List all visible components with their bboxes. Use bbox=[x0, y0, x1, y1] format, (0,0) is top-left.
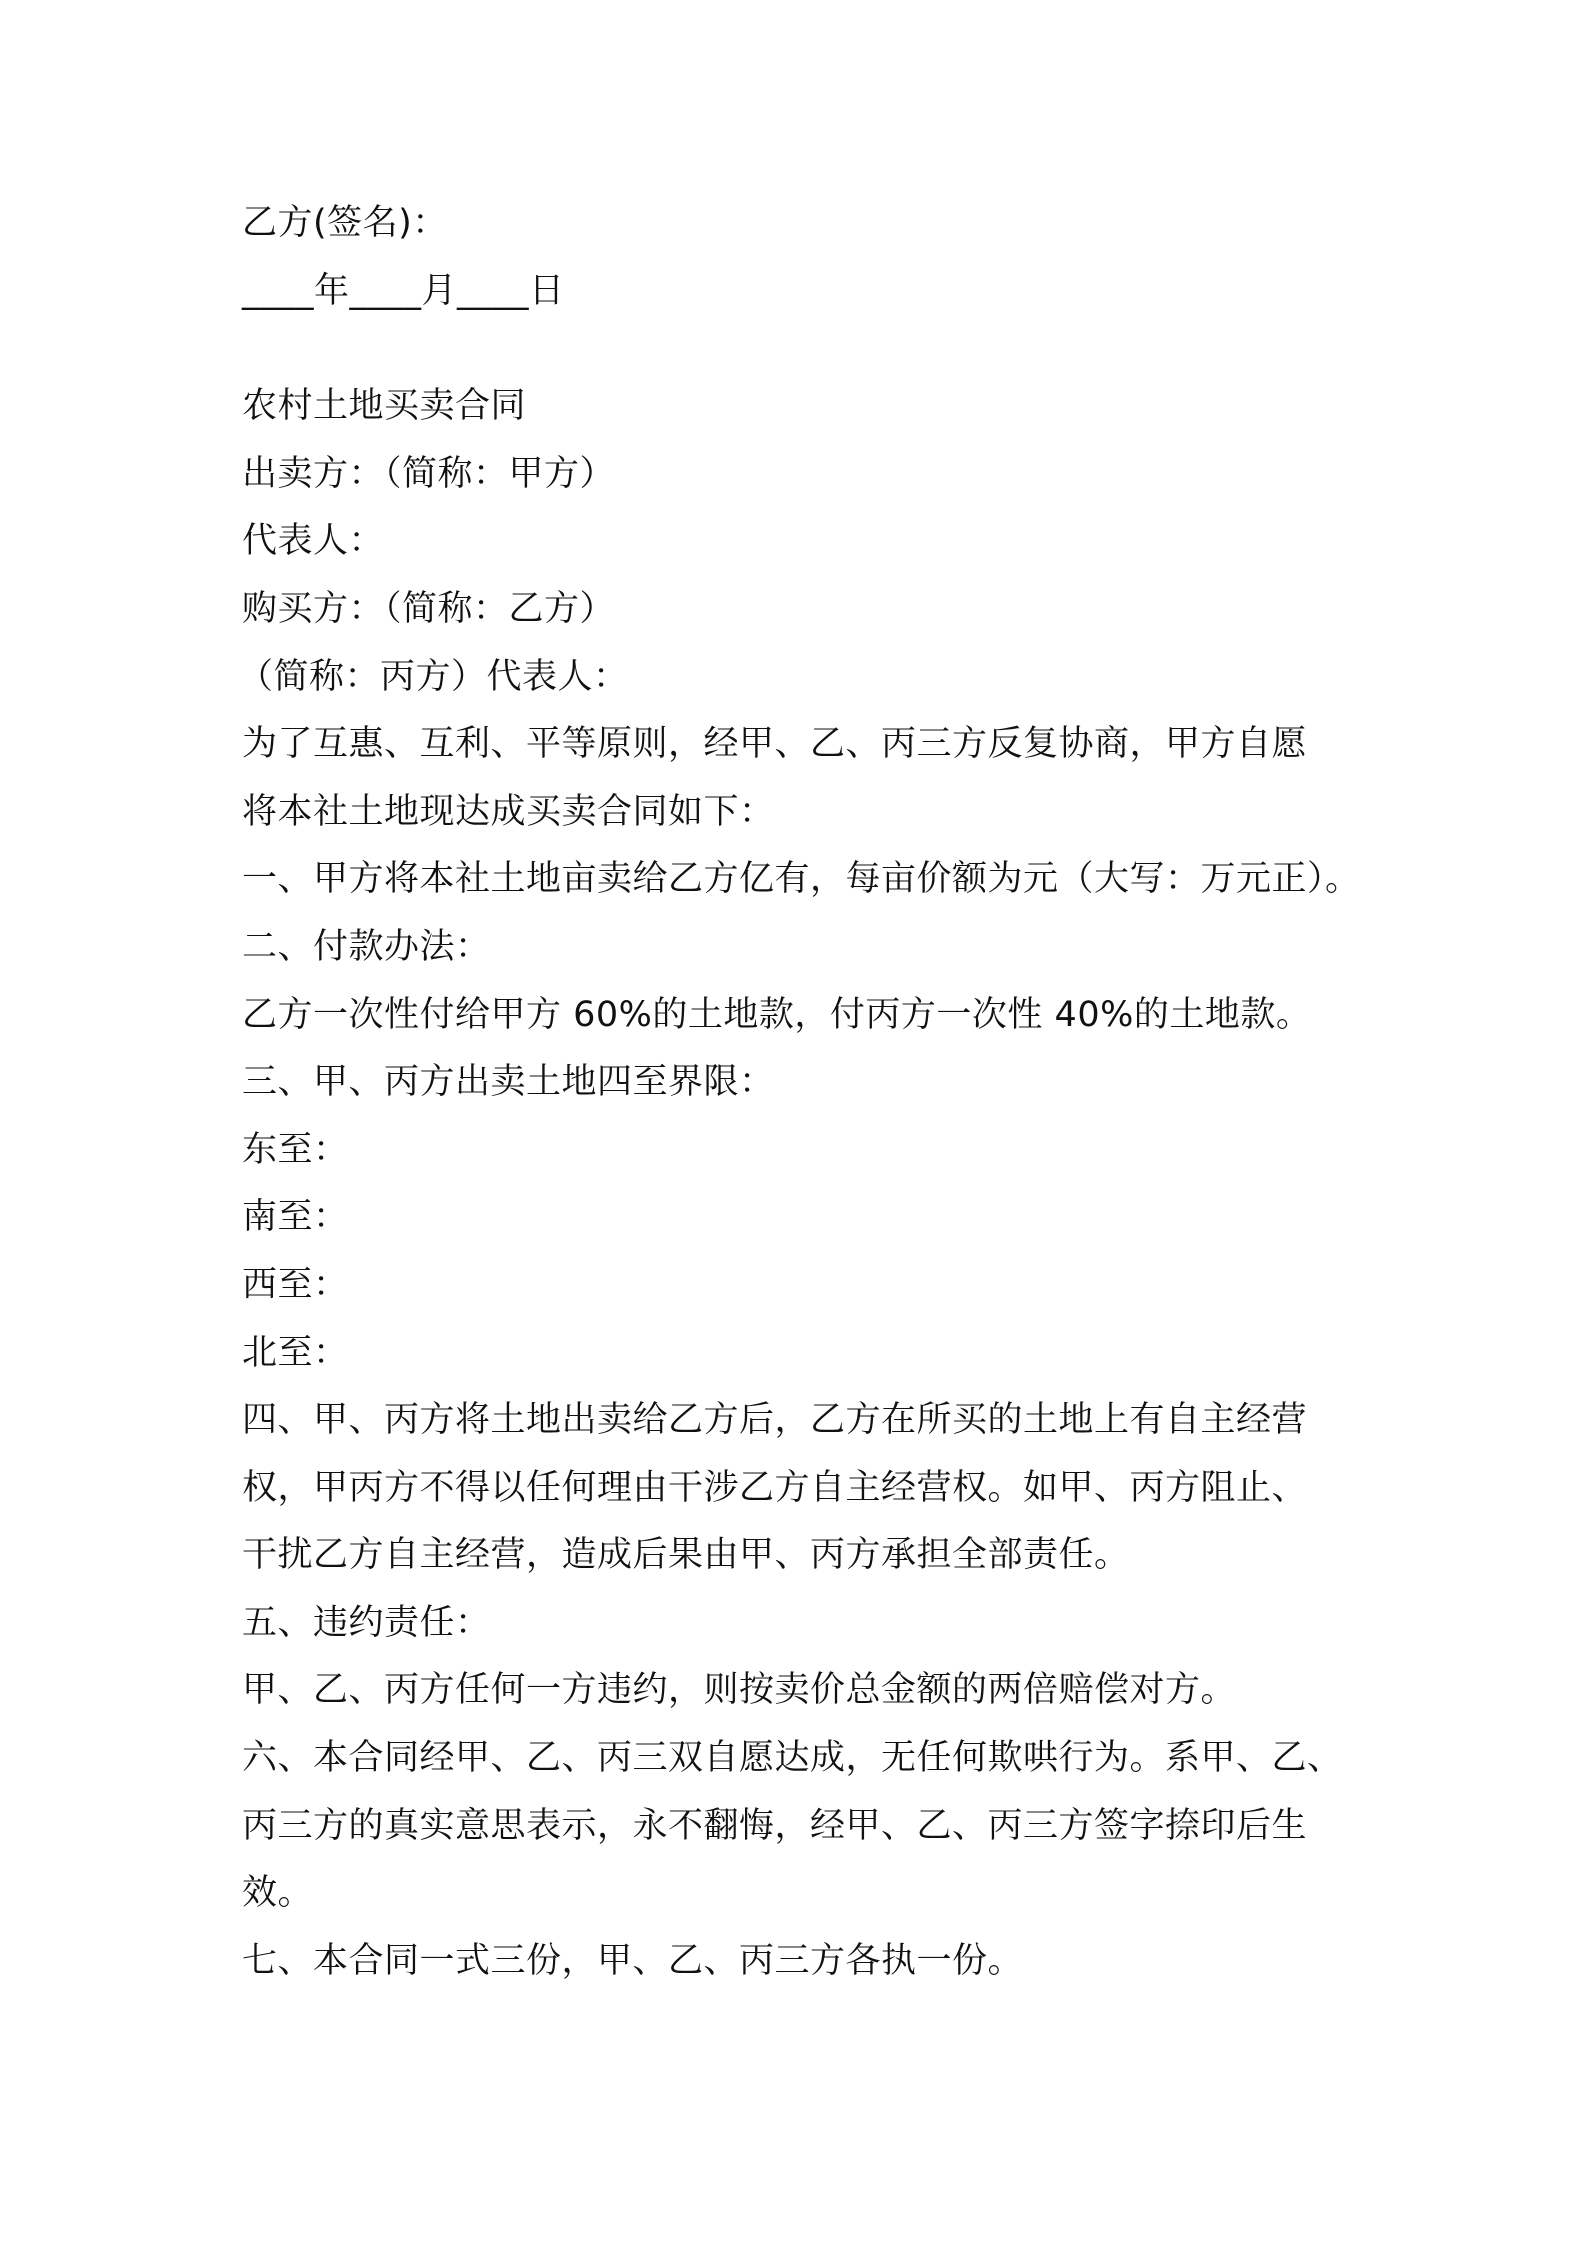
intro-line-2: 将本社土地现达成买卖合同如下： bbox=[242, 791, 775, 832]
seller-representative-line: 代表人： bbox=[242, 521, 385, 562]
clause-4-line-1: 四、甲、丙方将土地出卖给乙方后，乙方在所买的土地上有自主经营 bbox=[242, 1400, 1308, 1441]
clause-6-line-2: 丙三方的真实意思表示，永不翻悔，经甲、乙、丙三方签字捺印后生 bbox=[242, 1805, 1308, 1846]
boundary-south: 南至： bbox=[242, 1197, 349, 1238]
clause-5-body: 甲、乙、丙方任何一方违约，则按卖价总金额的两倍赔偿对方。 bbox=[242, 1670, 1237, 1711]
contract-title: 农村土地买卖合同 bbox=[242, 386, 527, 427]
clause-6-line-1: 六、本合同经甲、乙、丙三双自愿达成，无任何欺哄行为。系甲、乙、 bbox=[242, 1738, 1343, 1779]
buyer-line: 购买方：（简称：乙方） bbox=[242, 588, 616, 629]
clause-7: 七、本合同一式三份，甲、乙、丙三方各执一份。 bbox=[242, 1940, 1024, 1981]
intro-line-1: 为了互惠、互利、平等原则，经甲、乙、丙三方反复协商，甲方自愿 bbox=[242, 724, 1308, 765]
clause-6-line-3: 效。 bbox=[242, 1873, 314, 1914]
clause-5-title: 五、违约责任： bbox=[242, 1602, 491, 1643]
seller-line: 出卖方：（简称：甲方） bbox=[242, 453, 616, 494]
clause-1: 一、甲方将本社土地亩卖给乙方亿有，每亩价额为元（大写：万元正）。 bbox=[242, 859, 1361, 900]
party-b-signature-label: 乙方(签名)： bbox=[242, 203, 448, 243]
boundary-east: 东至： bbox=[242, 1129, 349, 1170]
clause-4-line-3: 干扰乙方自主经营，造成后果由甲、丙方承担全部责任。 bbox=[242, 1535, 1130, 1576]
date-line: ____年____月____日 bbox=[242, 270, 565, 311]
document-content bbox=[238, 190, 1362, 1995]
boundary-north: 北至： bbox=[242, 1332, 349, 1373]
clause-2-body: 乙方一次性付给甲方 60%的土地款，付丙方一次性 40%的土地款。 bbox=[242, 994, 1312, 1035]
clause-3-title: 三、甲、丙方出卖土地四至界限： bbox=[242, 1062, 775, 1103]
clause-2-title: 二、付款办法： bbox=[242, 926, 491, 967]
clause-4-line-2: 权，甲丙方不得以任何理由干涉乙方自主经营权。如甲、丙方阻止、 bbox=[242, 1467, 1308, 1508]
section-gap bbox=[242, 325, 1362, 373]
third-party-representative-line: （简称：丙方）代表人： bbox=[238, 656, 629, 697]
boundary-west: 西至： bbox=[242, 1264, 349, 1305]
